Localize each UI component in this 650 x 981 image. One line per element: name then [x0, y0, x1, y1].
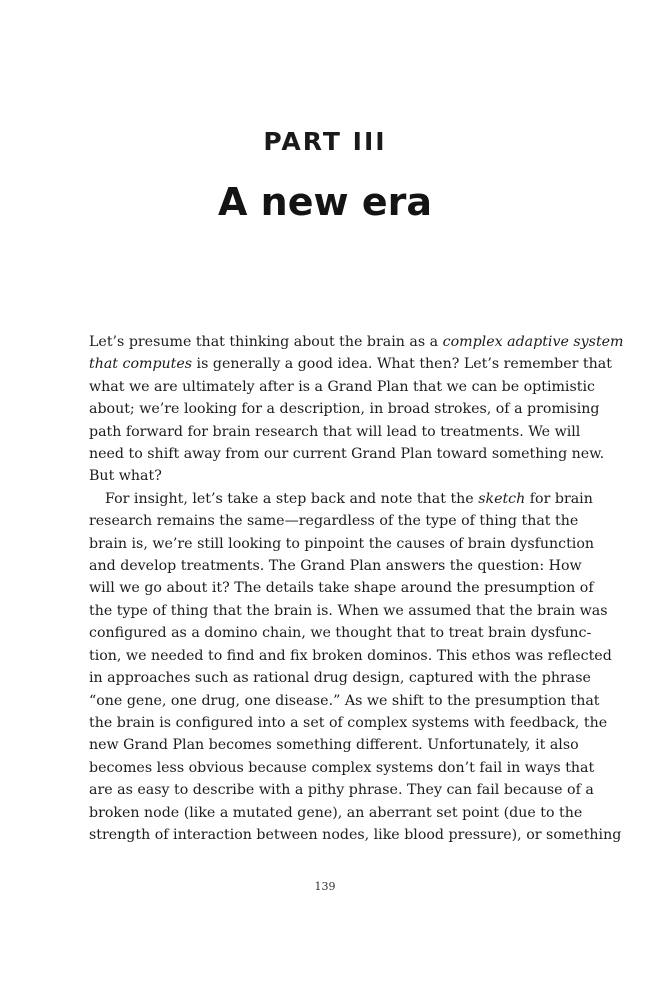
text-line: [89, 353, 612, 375]
text-line: [89, 331, 624, 353]
text-line: [89, 779, 594, 801]
text-line: [89, 802, 583, 824]
italic-phrase: complex adaptive system: [442, 334, 624, 350]
text-segment: need to shift away from our current Grand Plan toward something new.: [89, 446, 605, 463]
text-line: [89, 712, 608, 734]
text-line: [89, 443, 605, 465]
text-line: [89, 533, 595, 555]
text-segment: is generally a good idea. What then? Let’s remember that: [192, 356, 612, 373]
text-line: [89, 421, 581, 443]
part-label: PART III: [263, 127, 387, 156]
text-line: [89, 824, 622, 846]
text-segment: what we are ultimately after is a Grand Plan that we can be optimistic: [89, 378, 595, 395]
text-line: [89, 510, 579, 532]
text-segment: the brain is configured into a set of complex systems with feedback, the: [89, 714, 608, 731]
text-segment: and develop treatments. The Grand Plan answers the question: How: [89, 558, 582, 575]
text-line: [89, 555, 582, 577]
text-line: [89, 757, 595, 779]
page-number: 139: [314, 880, 336, 893]
text-segment: will we go about it? The details take shape around the presumption of: [89, 580, 594, 597]
part-title: A new era: [218, 180, 432, 224]
text-segment: tion, we needed to find and fix broken dominos. This ethos was reflected: [89, 647, 612, 664]
text-segment: becomes less obvious because complex systems don’t fail in ways that: [89, 759, 595, 776]
italic-phrase: that computes: [89, 356, 193, 373]
text-line: [89, 376, 595, 398]
text-segment: the type of thing that the brain is. When we assumed that the brain was: [89, 602, 608, 619]
italic-phrase: sketch: [478, 490, 526, 507]
text-line: [89, 600, 608, 622]
body-text: [89, 331, 624, 846]
text-segment: are as easy to describe with a pithy phrase. They can fail because of a: [89, 782, 594, 799]
text-segment: about; we’re looking for a description, in broad strokes, of a promising: [89, 401, 600, 418]
text-segment: broken node (like a mutated gene), an aberrant set point (due to the: [89, 804, 583, 821]
text-line: [89, 690, 600, 712]
text-segment: But what?: [89, 468, 162, 485]
text-segment: path forward for brain research that will lead to treatments. We will: [89, 423, 581, 440]
text-line: [89, 398, 600, 420]
text-line: [89, 667, 591, 689]
paragraph-1: [89, 331, 624, 488]
text-line: [89, 622, 592, 644]
text-line: [89, 734, 579, 756]
text-line: [89, 645, 612, 667]
paragraph-2: [89, 488, 622, 847]
text-segment: “one gene, one drug, one disease.” As we shift to the presumption that: [89, 692, 600, 709]
text-segment: Let’s presume that thinking about the brain as a: [89, 334, 443, 350]
text-segment: for brain: [525, 490, 593, 507]
text-segment: configured as a domino chain, we thought that to treat brain dysfunc-: [89, 625, 592, 642]
text-segment: brain is, we’re still looking to pinpoint the causes of brain dysfunction: [89, 535, 595, 552]
text-segment: research remains the same—regardless of the type of thing that the: [89, 513, 579, 530]
text-line: [89, 577, 594, 599]
text-segment: new Grand Plan becomes something different. Unfortunately, it also: [89, 737, 579, 754]
text-line: [89, 465, 559, 487]
text-line: [89, 488, 593, 510]
text-segment: in approaches such as rational drug design, captured with the phrase: [89, 670, 591, 687]
text-segment: For insight, let’s take a step back and note that the: [105, 490, 479, 507]
text-segment: strength of interaction between nodes, like blood pressure), or something: [89, 826, 622, 843]
